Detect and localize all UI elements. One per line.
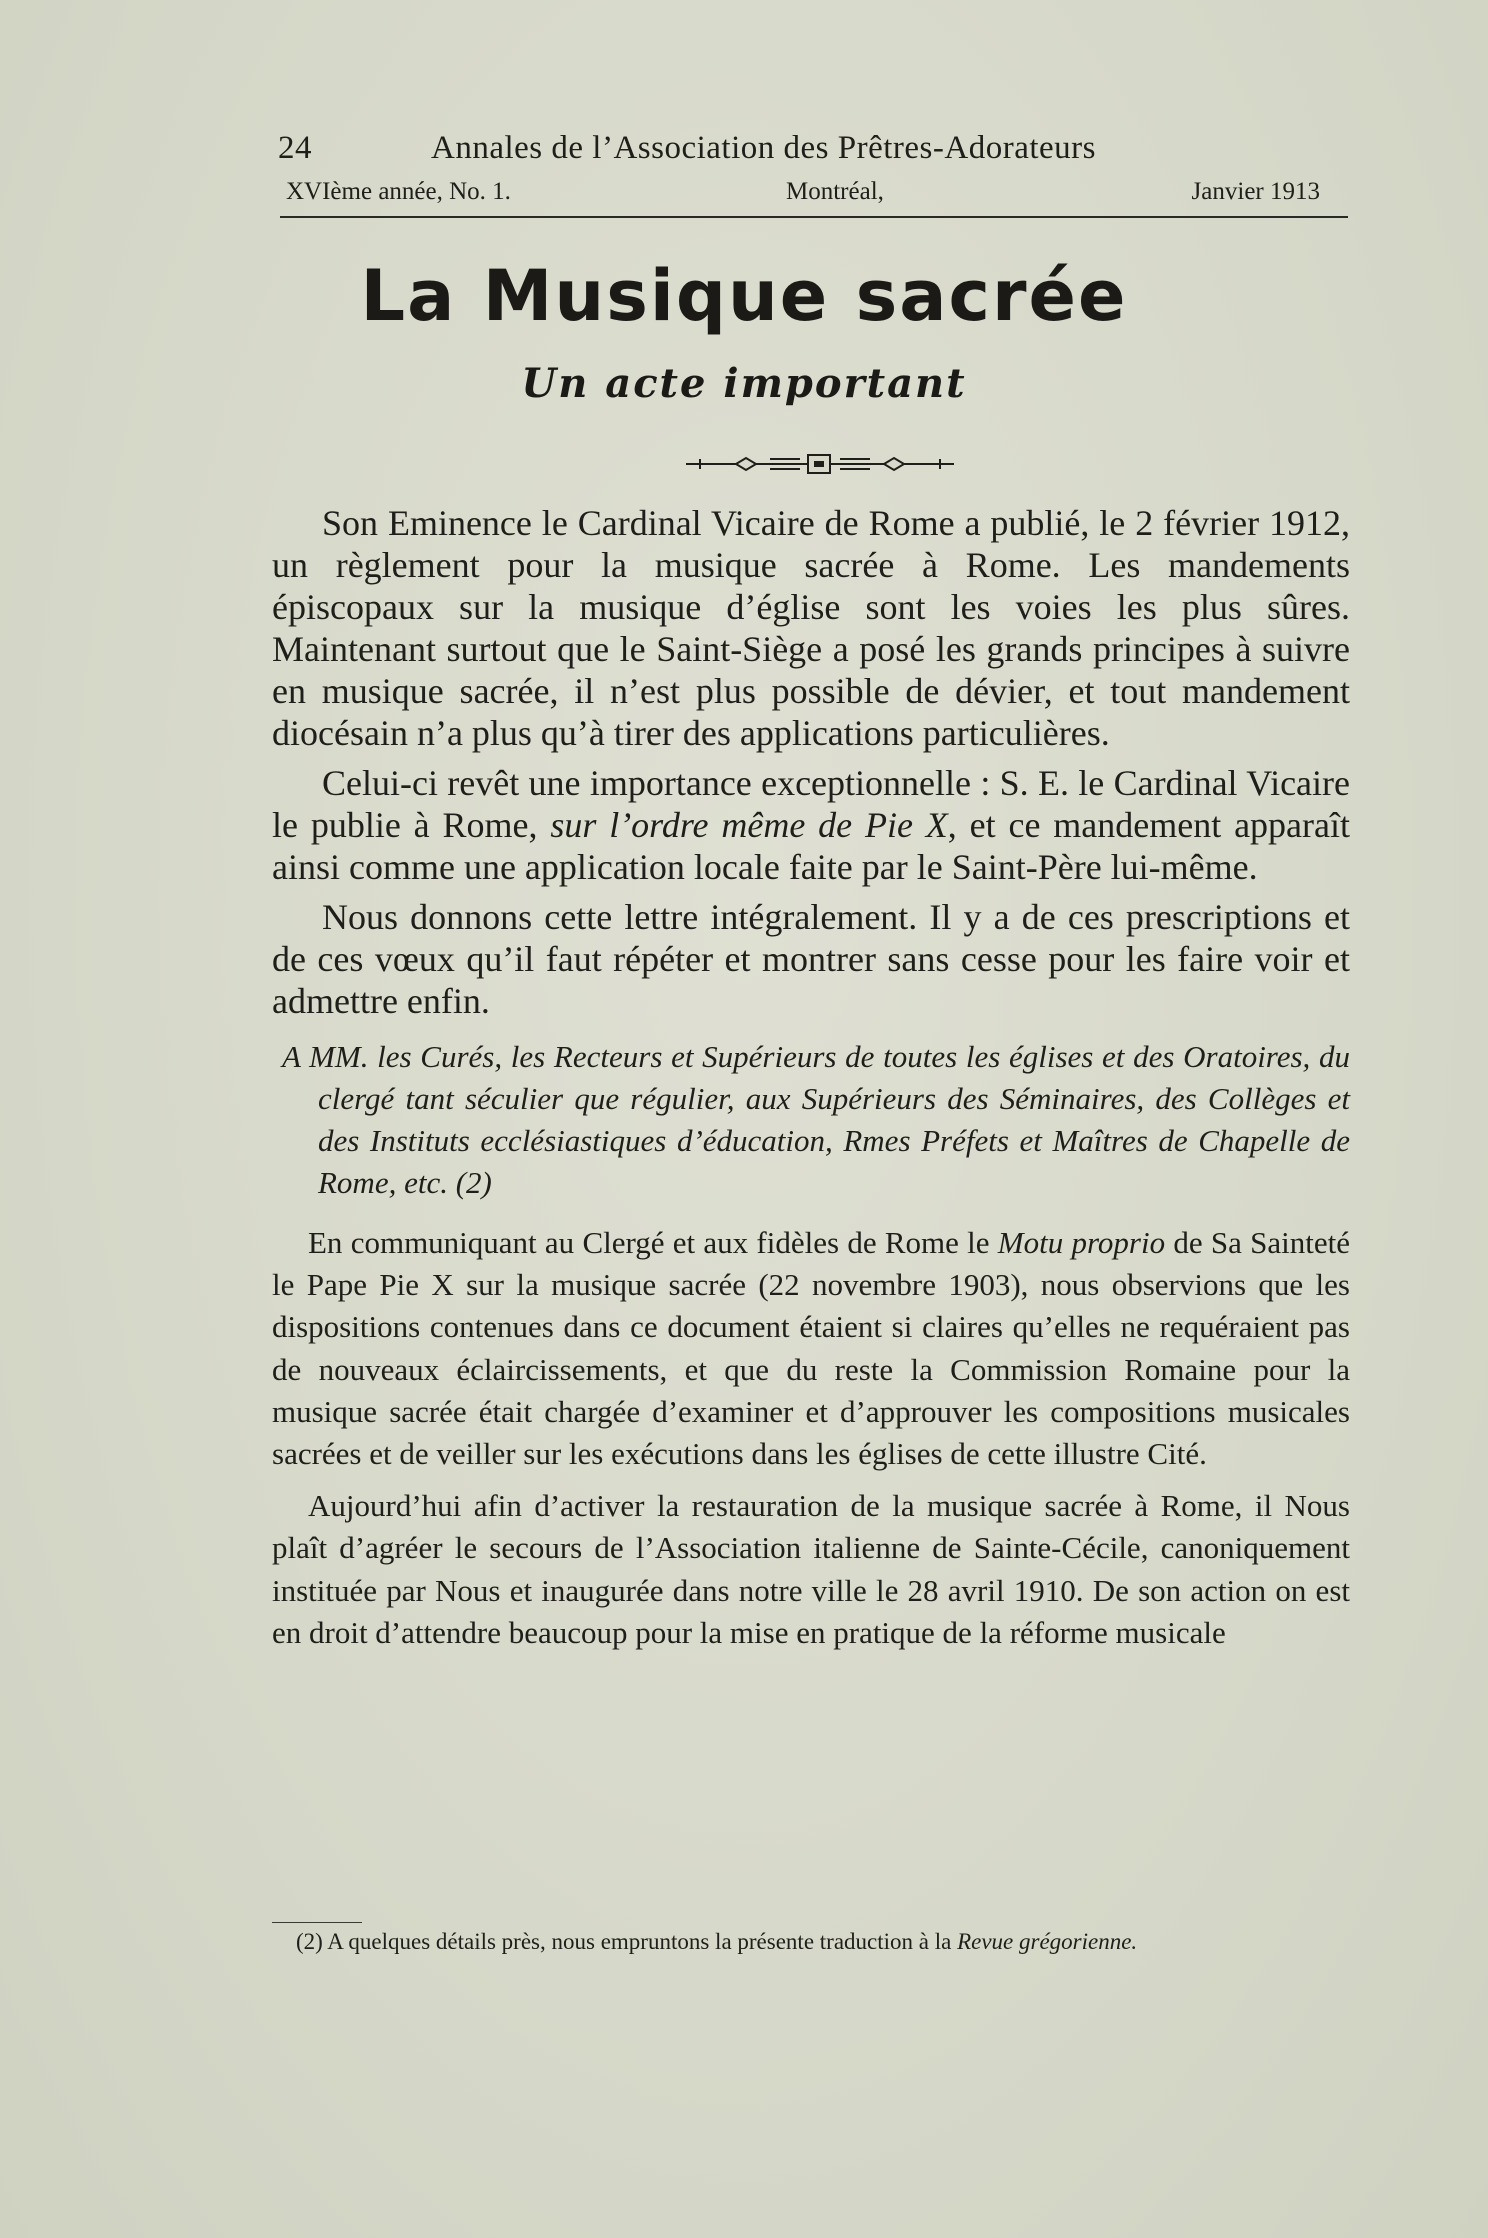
publication-city: Montréal, [786, 178, 884, 205]
paragraph-2-text-b: , et ce mandement apparaît ainsi comme une application locale faite par le Saint-Père lui-même. [272, 805, 1350, 887]
header-rule [280, 216, 1348, 218]
paragraph-1: Son Eminence le Cardinal Vicaire de Rome a publié, le 2 février 1912, un règlement pour la musique sacrée à Rome. Les mandements épiscopaux sur la musique d’église sont les voies les plus sûres. Maintenant surtout que le Saint-Siège a posé les grands principes à suivre en musique sacrée, il n’est plus possible de dévier, et tout mandement diocésain n’a plus qu’à tirer des applications particulières. [272, 503, 1350, 753]
issue-info [286, 178, 1320, 212]
paragraph-2-emphasis: sur l’ordre même de Pie X [550, 805, 948, 845]
footnote-rule [272, 1922, 362, 1923]
paragraph-3: Nous donnons cette lettre intégralement. Il y a de ces prescriptions et de ces vœux qu’il faut répéter et montrer sans cesse pour les faire voir et admettre enfin. [272, 897, 1350, 1021]
ornament-divider-icon [686, 452, 954, 476]
paragraph-2 [272, 762, 1350, 888]
paragraph-4-text-b: de Sa Sainteté le Pape Pie X sur la musique sacrée (22 novembre 1903), nous observions que les dispositions contenues dans ce document étaient si claires qu’elles ne requéraient pas de nouveaux éclaircissements, et que du reste la Commission Romaine pour la musique sacrée était chargée d’examiner et d’approuver les compositions musicales sacrées et de veiller sur les exécutions dans les églises de cette illustre Cité. [272, 1225, 1350, 1472]
footnote-source: Revue grégorienne. [957, 1929, 1138, 1954]
publication-date: Janvier 1913 [1191, 178, 1320, 205]
article-body [272, 502, 1350, 1664]
paragraph-4-emphasis: Motu proprio [997, 1225, 1166, 1260]
volume-number: XVIème année, No. 1. [286, 178, 511, 205]
letter-address: A MM. les Curés, les Recteurs et Supérieurs de toutes les églises et des Oratoires, du clergé tant séculier que régulier, aux Supérieurs des Séminaires, des Collèges et des Instituts ecclésiastiques d’éducation, Rmes Préfets et Maîtres de Chapelle de Rome, etc. (2) [282, 1039, 1350, 1200]
paragraph-2-text-a: Celui-ci revêt une importance exceptionnelle : S. E. le Cardinal Vicaire le publie à Rome, [272, 763, 1350, 845]
journal-title: Annales de l’Association des Prêtres-Adorateurs [431, 130, 1096, 166]
paragraph-4 [272, 1222, 1350, 1475]
page-number: 24 [278, 130, 312, 166]
paragraph-5: Aujourd’hui afin d’activer la restauration de la musique sacrée à Rome, il Nous plaît d’agréer le secours de l’Association italienne de Sainte-Cécile, canoniquement instituée par Nous et inaugurée dans notre ville le 28 avril 1910. De son action on est en droit d’attendre beaucoup pour la mise en pratique de la réforme musicale [272, 1488, 1350, 1650]
footnote-text: (2) A quelques détails près, nous empruntons la présente traduction à la [296, 1929, 958, 1954]
footnote [272, 1928, 1342, 1956]
paragraph-4-text-a: En communiquant au Clergé et aux fidèles de Rome le [308, 1225, 998, 1260]
article-title: La Musique sacrée [360, 255, 1128, 337]
article-subtitle: Un acte important [521, 360, 967, 407]
